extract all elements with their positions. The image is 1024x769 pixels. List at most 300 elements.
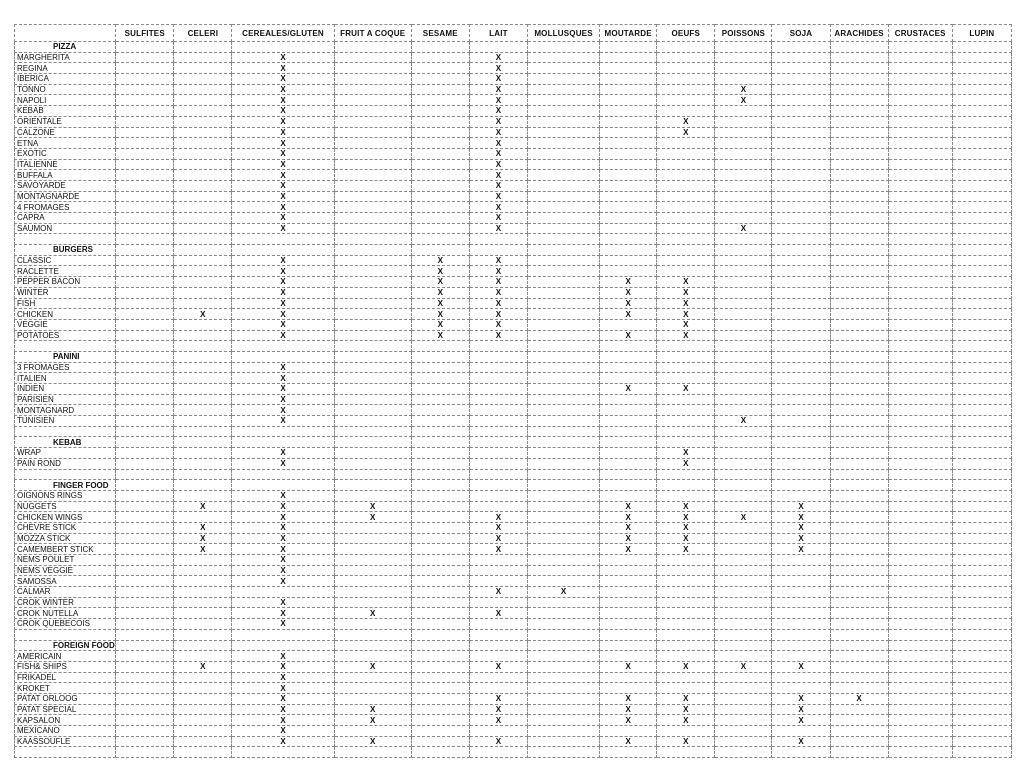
empty-cell	[411, 202, 469, 213]
empty-cell	[952, 394, 1011, 405]
empty-cell	[952, 351, 1011, 362]
empty-cell	[600, 405, 657, 416]
empty-cell	[830, 736, 888, 747]
empty-cell	[952, 608, 1011, 619]
empty-cell	[334, 672, 411, 683]
empty-cell	[232, 587, 334, 598]
empty-cell	[174, 106, 232, 117]
allergen-mark: X	[600, 277, 657, 288]
empty-cell	[469, 555, 527, 566]
empty-cell	[952, 202, 1011, 213]
allergen-mark: X	[232, 683, 334, 694]
item-name: CROK QUEBECOIS	[15, 619, 116, 630]
empty-cell	[527, 223, 599, 234]
empty-cell	[116, 266, 174, 277]
allergen-mark: X	[232, 84, 334, 95]
empty-cell	[174, 490, 232, 501]
empty-cell	[411, 565, 469, 576]
empty-cell	[334, 640, 411, 651]
empty-cell	[657, 138, 715, 149]
allergen-mark: X	[232, 726, 334, 737]
allergen-mark: X	[232, 693, 334, 704]
allergen-mark: X	[232, 555, 334, 566]
empty-cell	[772, 106, 830, 117]
empty-cell	[411, 469, 469, 480]
empty-cell	[772, 255, 830, 266]
empty-cell	[657, 223, 715, 234]
allergen-mark: X	[232, 148, 334, 159]
empty-cell	[600, 116, 657, 127]
empty-cell	[116, 533, 174, 544]
empty-cell	[888, 533, 952, 544]
item-name: CAMEMBERT STICK	[15, 544, 116, 555]
empty-cell	[334, 266, 411, 277]
item-name: WINTER	[15, 287, 116, 298]
empty-cell	[600, 341, 657, 352]
empty-cell	[600, 458, 657, 469]
empty-cell	[174, 640, 232, 651]
empty-cell	[116, 213, 174, 224]
empty-cell	[334, 116, 411, 127]
empty-cell	[527, 255, 599, 266]
table-row	[15, 533, 1012, 544]
empty-cell	[715, 191, 772, 202]
empty-cell	[657, 726, 715, 737]
allergen-mark: X	[232, 223, 334, 234]
empty-cell	[830, 715, 888, 726]
empty-cell	[174, 330, 232, 341]
empty-cell	[174, 651, 232, 662]
empty-cell	[334, 202, 411, 213]
empty-cell	[772, 683, 830, 694]
empty-cell	[600, 448, 657, 459]
section-title: BURGERS	[15, 245, 116, 256]
empty-cell	[527, 384, 599, 395]
item-name: TONNO	[15, 84, 116, 95]
empty-cell	[888, 362, 952, 373]
empty-cell	[411, 63, 469, 74]
empty-cell	[888, 74, 952, 85]
empty-cell	[657, 394, 715, 405]
empty-cell	[888, 84, 952, 95]
empty-cell	[888, 191, 952, 202]
allergen-mark: X	[657, 384, 715, 395]
empty-cell	[715, 106, 772, 117]
allergen-mark: X	[411, 309, 469, 320]
empty-cell	[527, 437, 599, 448]
item-name: REGINA	[15, 63, 116, 74]
column-header: SOJA	[772, 25, 830, 42]
allergen-mark: X	[174, 522, 232, 533]
empty-cell	[888, 693, 952, 704]
empty-cell	[116, 619, 174, 630]
allergen-mark: X	[772, 533, 830, 544]
allergen-mark: X	[469, 277, 527, 288]
empty-cell	[715, 351, 772, 362]
empty-cell	[116, 693, 174, 704]
empty-cell	[174, 266, 232, 277]
table-row	[15, 74, 1012, 85]
item-name: PATAT ORLOOG	[15, 693, 116, 704]
empty-cell	[116, 255, 174, 266]
empty-cell	[600, 191, 657, 202]
empty-cell	[657, 416, 715, 427]
empty-cell	[888, 42, 952, 53]
table-row	[15, 512, 1012, 523]
empty-cell	[600, 683, 657, 694]
empty-cell	[469, 501, 527, 512]
table-row	[15, 95, 1012, 106]
empty-cell	[888, 298, 952, 309]
item-name: NEMS VEGGIE	[15, 565, 116, 576]
empty-cell	[952, 170, 1011, 181]
empty-cell	[527, 416, 599, 427]
allergen-mark: X	[657, 127, 715, 138]
item-name: POTATOES	[15, 330, 116, 341]
item-name: NUGGETS	[15, 501, 116, 512]
empty-cell	[411, 138, 469, 149]
empty-cell	[715, 736, 772, 747]
allergen-mark: X	[232, 52, 334, 63]
empty-cell	[888, 480, 952, 491]
blank-row	[15, 426, 1012, 437]
table-row	[15, 555, 1012, 566]
empty-cell	[952, 490, 1011, 501]
empty-cell	[411, 726, 469, 737]
empty-cell	[469, 384, 527, 395]
empty-cell	[116, 223, 174, 234]
empty-cell	[715, 683, 772, 694]
empty-cell	[116, 416, 174, 427]
column-header: LAIT	[469, 25, 527, 42]
empty-cell	[772, 42, 830, 53]
empty-cell	[411, 170, 469, 181]
allergen-mark: X	[469, 608, 527, 619]
allergen-mark: X	[411, 266, 469, 277]
blank-row	[15, 341, 1012, 352]
table-row	[15, 661, 1012, 672]
empty-cell	[469, 619, 527, 630]
empty-cell	[232, 437, 334, 448]
empty-cell	[527, 266, 599, 277]
empty-cell	[411, 576, 469, 587]
empty-cell	[830, 555, 888, 566]
item-name: SAMOSSA	[15, 576, 116, 587]
allergen-mark: X	[411, 330, 469, 341]
empty-cell	[657, 159, 715, 170]
allergen-mark: X	[232, 127, 334, 138]
empty-cell	[116, 522, 174, 533]
empty-cell	[116, 555, 174, 566]
empty-cell	[411, 95, 469, 106]
empty-cell	[116, 576, 174, 587]
empty-cell	[888, 576, 952, 587]
empty-cell	[411, 52, 469, 63]
empty-cell	[600, 180, 657, 191]
allergen-mark: X	[232, 522, 334, 533]
item-name: KEBAB	[15, 106, 116, 117]
allergen-mark: X	[772, 715, 830, 726]
empty-cell	[411, 619, 469, 630]
empty-cell	[334, 619, 411, 630]
allergen-mark: X	[334, 736, 411, 747]
empty-cell	[715, 234, 772, 245]
empty-cell	[888, 501, 952, 512]
empty-cell	[830, 223, 888, 234]
empty-cell	[715, 480, 772, 491]
empty-cell	[411, 416, 469, 427]
empty-cell	[469, 597, 527, 608]
empty-cell	[830, 608, 888, 619]
empty-cell	[715, 116, 772, 127]
empty-cell	[888, 640, 952, 651]
table-row	[15, 116, 1012, 127]
item-name: ORIENTALE	[15, 116, 116, 127]
empty-cell	[334, 95, 411, 106]
empty-cell	[334, 416, 411, 427]
empty-cell	[527, 555, 599, 566]
empty-cell	[888, 52, 952, 63]
empty-cell	[772, 341, 830, 352]
empty-cell	[952, 683, 1011, 694]
empty-cell	[527, 736, 599, 747]
empty-cell	[527, 480, 599, 491]
allergen-mark: X	[657, 512, 715, 523]
empty-cell	[952, 522, 1011, 533]
empty-cell	[527, 672, 599, 683]
empty-cell	[116, 587, 174, 598]
table-row	[15, 223, 1012, 234]
empty-cell	[527, 63, 599, 74]
empty-cell	[772, 245, 830, 256]
empty-cell	[830, 448, 888, 459]
empty-cell	[772, 726, 830, 737]
empty-cell	[888, 448, 952, 459]
empty-cell	[116, 448, 174, 459]
empty-cell	[772, 351, 830, 362]
empty-cell	[469, 362, 527, 373]
empty-cell	[888, 170, 952, 181]
allergen-mark: X	[334, 512, 411, 523]
empty-cell	[174, 576, 232, 587]
table-row	[15, 672, 1012, 683]
allergen-mark: X	[657, 544, 715, 555]
column-header: MOLLUSQUES	[527, 25, 599, 42]
column-header: ARACHIDES	[830, 25, 888, 42]
item-name: CALZONE	[15, 127, 116, 138]
empty-cell	[772, 384, 830, 395]
empty-cell	[527, 106, 599, 117]
empty-cell	[715, 63, 772, 74]
empty-cell	[527, 448, 599, 459]
empty-cell	[772, 148, 830, 159]
empty-cell	[174, 426, 232, 437]
empty-cell	[174, 213, 232, 224]
item-name: AMERICAIN	[15, 651, 116, 662]
empty-cell	[469, 373, 527, 384]
allergen-mark: X	[174, 661, 232, 672]
allergen-mark: X	[600, 287, 657, 298]
section-title: FINGER FOOD	[15, 480, 116, 491]
empty-cell	[174, 437, 232, 448]
empty-cell	[174, 341, 232, 352]
empty-cell	[952, 309, 1011, 320]
allergen-mark: X	[232, 362, 334, 373]
empty-cell	[952, 448, 1011, 459]
allergen-mark: X	[232, 533, 334, 544]
table-row	[15, 416, 1012, 427]
empty-cell	[174, 565, 232, 576]
empty-cell	[952, 42, 1011, 53]
empty-cell	[657, 576, 715, 587]
empty-cell	[600, 394, 657, 405]
empty-cell	[888, 277, 952, 288]
empty-cell	[334, 170, 411, 181]
header-corner	[15, 25, 116, 42]
empty-cell	[952, 544, 1011, 555]
empty-cell	[830, 84, 888, 95]
empty-cell	[600, 148, 657, 159]
empty-cell	[600, 426, 657, 437]
empty-cell	[411, 405, 469, 416]
empty-cell	[888, 351, 952, 362]
section-row	[15, 480, 1012, 491]
empty-cell	[469, 341, 527, 352]
empty-cell	[772, 426, 830, 437]
allergen-mark: X	[657, 661, 715, 672]
empty-cell	[830, 512, 888, 523]
empty-cell	[174, 148, 232, 159]
empty-cell	[952, 747, 1011, 758]
empty-cell	[830, 480, 888, 491]
empty-cell	[334, 458, 411, 469]
empty-cell	[232, 234, 334, 245]
empty-cell	[600, 373, 657, 384]
empty-cell	[116, 362, 174, 373]
empty-cell	[411, 213, 469, 224]
empty-cell	[527, 138, 599, 149]
empty-cell	[116, 512, 174, 523]
empty-cell	[888, 405, 952, 416]
empty-cell	[527, 747, 599, 758]
column-header: LUPIN	[952, 25, 1011, 42]
section-title: FOREIGN FOOD	[15, 640, 116, 651]
empty-cell	[888, 437, 952, 448]
allergen-mark: X	[657, 693, 715, 704]
empty-cell	[411, 448, 469, 459]
empty-cell	[830, 277, 888, 288]
empty-cell	[952, 127, 1011, 138]
empty-cell	[952, 651, 1011, 662]
empty-cell	[888, 384, 952, 395]
empty-cell	[600, 351, 657, 362]
empty-cell	[174, 159, 232, 170]
empty-cell	[600, 576, 657, 587]
empty-cell	[772, 223, 830, 234]
allergen-mark: X	[772, 522, 830, 533]
allergen-mark: X	[469, 170, 527, 181]
empty-cell	[174, 255, 232, 266]
empty-cell	[527, 565, 599, 576]
allergen-mark: X	[715, 223, 772, 234]
allergen-mark: X	[232, 277, 334, 288]
empty-cell	[888, 416, 952, 427]
empty-cell	[952, 501, 1011, 512]
empty-cell	[174, 95, 232, 106]
empty-cell	[952, 319, 1011, 330]
empty-cell	[657, 555, 715, 566]
allergen-mark: X	[232, 330, 334, 341]
empty-cell	[830, 522, 888, 533]
empty-cell	[116, 319, 174, 330]
empty-cell	[952, 672, 1011, 683]
empty-cell	[411, 234, 469, 245]
empty-cell	[411, 437, 469, 448]
empty-cell	[888, 287, 952, 298]
item-name: ITALIEN	[15, 373, 116, 384]
empty-cell	[116, 544, 174, 555]
empty-cell	[830, 309, 888, 320]
empty-cell	[411, 715, 469, 726]
allergen-mark: X	[469, 127, 527, 138]
empty-cell	[888, 555, 952, 566]
empty-cell	[15, 341, 116, 352]
empty-cell	[952, 213, 1011, 224]
allergen-mark: X	[657, 501, 715, 512]
empty-cell	[888, 341, 952, 352]
empty-cell	[888, 266, 952, 277]
empty-cell	[469, 683, 527, 694]
empty-cell	[334, 544, 411, 555]
empty-cell	[600, 565, 657, 576]
empty-cell	[527, 512, 599, 523]
empty-cell	[116, 277, 174, 288]
empty-cell	[469, 448, 527, 459]
empty-cell	[830, 148, 888, 159]
empty-cell	[888, 661, 952, 672]
empty-cell	[174, 180, 232, 191]
empty-cell	[772, 651, 830, 662]
section-row	[15, 42, 1012, 53]
empty-cell	[232, 747, 334, 758]
empty-cell	[411, 651, 469, 662]
empty-cell	[772, 74, 830, 85]
allergen-mark: X	[232, 74, 334, 85]
empty-cell	[772, 191, 830, 202]
empty-cell	[772, 362, 830, 373]
empty-cell	[469, 576, 527, 587]
empty-cell	[715, 202, 772, 213]
empty-cell	[772, 277, 830, 288]
empty-cell	[116, 63, 174, 74]
empty-cell	[715, 469, 772, 480]
table-row	[15, 287, 1012, 298]
item-name: 4 FROMAGES	[15, 202, 116, 213]
empty-cell	[334, 106, 411, 117]
allergen-mark: X	[469, 223, 527, 234]
empty-cell	[334, 426, 411, 437]
empty-cell	[715, 180, 772, 191]
empty-cell	[174, 405, 232, 416]
empty-cell	[888, 373, 952, 384]
empty-cell	[116, 683, 174, 694]
table-row	[15, 309, 1012, 320]
table-row	[15, 704, 1012, 715]
allergen-mark: X	[469, 213, 527, 224]
empty-cell	[116, 704, 174, 715]
allergen-mark: X	[772, 693, 830, 704]
empty-cell	[715, 533, 772, 544]
